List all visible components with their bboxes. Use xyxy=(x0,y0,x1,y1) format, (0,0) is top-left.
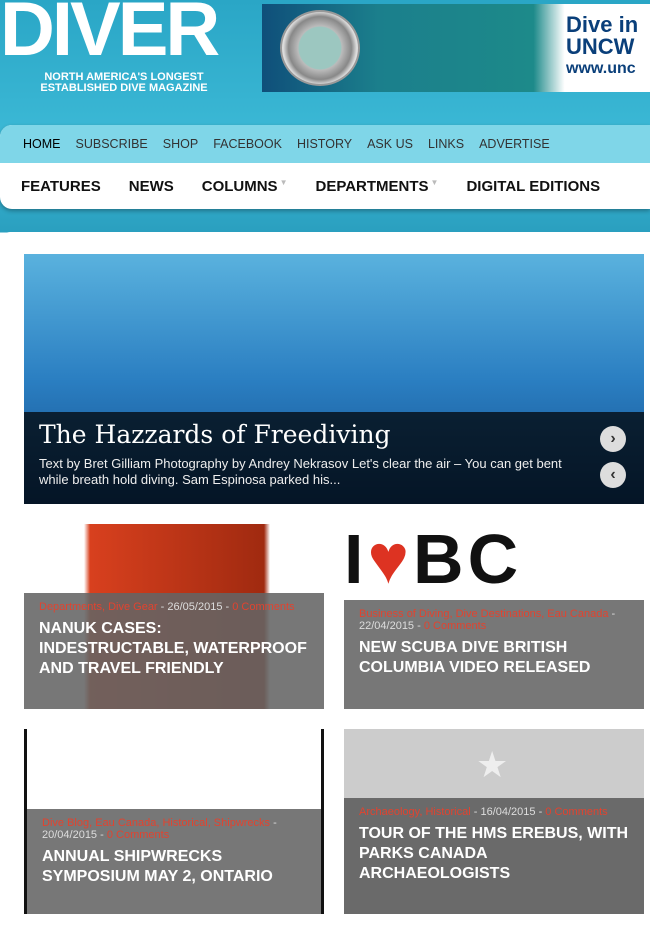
nav-columns[interactable] xyxy=(202,178,288,195)
nav-label: NEWS xyxy=(128,177,174,195)
ad-banner[interactable] xyxy=(262,4,650,92)
article-card[interactable] xyxy=(24,729,324,914)
article-card[interactable] xyxy=(24,524,324,709)
star-placeholder-icon: ★ xyxy=(476,744,509,785)
nav-shop[interactable]: SHOP xyxy=(162,137,199,151)
diver-logo[interactable]: DIVER xyxy=(0,0,218,72)
banner-line2: UNCW xyxy=(566,34,635,59)
article-date: - 22/04/2015 - xyxy=(359,608,616,632)
card-caption xyxy=(344,600,644,709)
nav-news[interactable] xyxy=(129,178,174,195)
article-meta xyxy=(42,817,306,841)
nav-departments[interactable] xyxy=(315,178,438,195)
article-categories[interactable]: Archaeology, Historical xyxy=(359,806,471,818)
article-categories[interactable]: Dive Blog, Eau Canada, Historical, Shipwrecks xyxy=(42,817,271,829)
nav-label: DEPARTMENTS xyxy=(315,177,429,195)
article-categories[interactable]: Business of Diving, Dive Destinations, Eau Canada xyxy=(359,608,609,620)
slide-title[interactable]: The Hazzards of Freediving xyxy=(39,420,391,449)
nav-advertise[interactable]: ADVERTISE xyxy=(479,137,550,151)
tagline-line2: ESTABLISHED DIVE MAGAZINE xyxy=(40,82,208,94)
nav-subscribe[interactable]: SUBSCRIBE xyxy=(75,137,148,151)
slide-excerpt: Text by Bret Gilliam Photography by Andrey Nekrasov Let's clear the air – You can get bent while breath hold diving. Sam Espinosa parked his... xyxy=(39,456,562,487)
nav-facebook[interactable]: FACEBOOK xyxy=(213,137,282,151)
logo-tagline xyxy=(36,72,212,94)
banner-line1: Dive in xyxy=(566,12,639,37)
article-card[interactable] xyxy=(344,729,644,914)
nav-label: COLUMNS xyxy=(201,177,278,195)
article-date: - 20/04/2015 - xyxy=(42,817,277,841)
article-title[interactable]: ANNUAL SHIPWRECKS SYMPOSIUM MAY 2, ONTARIO xyxy=(42,848,273,885)
article-title[interactable]: TOUR OF THE HMS EREBUS, WITH PARKS CANADA ARCHAEOLOGISTS xyxy=(359,825,629,882)
nav-label: DIGITAL EDITIONS xyxy=(466,177,601,195)
card-caption xyxy=(24,593,324,709)
article-date: - 16/04/2015 - xyxy=(470,806,546,818)
nav-features[interactable] xyxy=(21,178,101,195)
site-header xyxy=(0,0,650,125)
comments-link[interactable]: 0 Comments xyxy=(106,829,170,841)
article-meta xyxy=(39,601,309,613)
article-meta xyxy=(359,608,629,632)
tagline-line1: NORTH AMERICA'S LONGEST xyxy=(44,71,204,83)
dropdown-caret-icon: ▼ xyxy=(279,177,288,187)
banner-url: www.unc xyxy=(566,60,636,77)
slide-caption xyxy=(24,412,644,504)
card-caption xyxy=(344,798,644,914)
porthole-image xyxy=(280,10,360,86)
featured-slider[interactable] xyxy=(24,254,644,504)
article-categories[interactable]: Departments, Dive Gear xyxy=(39,601,158,613)
nav-history[interactable]: HISTORY xyxy=(296,137,353,151)
comments-link[interactable]: 0 Comments xyxy=(545,806,608,818)
navigation xyxy=(0,125,650,209)
nav-digital-editions[interactable] xyxy=(466,178,600,195)
nav-links[interactable]: LINKS xyxy=(427,137,465,151)
card-caption xyxy=(27,809,321,914)
prev-arrow-icon[interactable]: ‹ xyxy=(600,462,626,488)
nav-home[interactable]: HOME xyxy=(23,137,61,151)
top-nav xyxy=(0,125,650,163)
nav-ask-us[interactable]: ASK US xyxy=(367,137,413,151)
comments-link[interactable]: 0 Comments xyxy=(423,620,487,632)
main-content xyxy=(0,232,650,932)
main-nav xyxy=(0,163,650,209)
article-title[interactable]: NEW SCUBA DIVE BRITISH COLUMBIA VIDEO RELEASED xyxy=(359,639,591,676)
nav-label: FEATURES xyxy=(21,177,101,195)
article-card[interactable] xyxy=(344,524,644,709)
article-date: - 26/05/2015 - xyxy=(157,601,233,613)
comments-link[interactable]: 0 Comments xyxy=(232,601,295,613)
article-meta xyxy=(359,806,629,818)
dropdown-caret-icon: ▼ xyxy=(430,177,439,187)
banner-text xyxy=(566,14,638,80)
article-title[interactable]: NANUK CASES: INDESTRUCTABLE, WATERPROOF AND TRAVEL FRIENDLY xyxy=(39,620,307,677)
i-love-bc-image: I♥BC xyxy=(344,524,523,598)
next-arrow-icon[interactable]: › xyxy=(600,426,626,452)
